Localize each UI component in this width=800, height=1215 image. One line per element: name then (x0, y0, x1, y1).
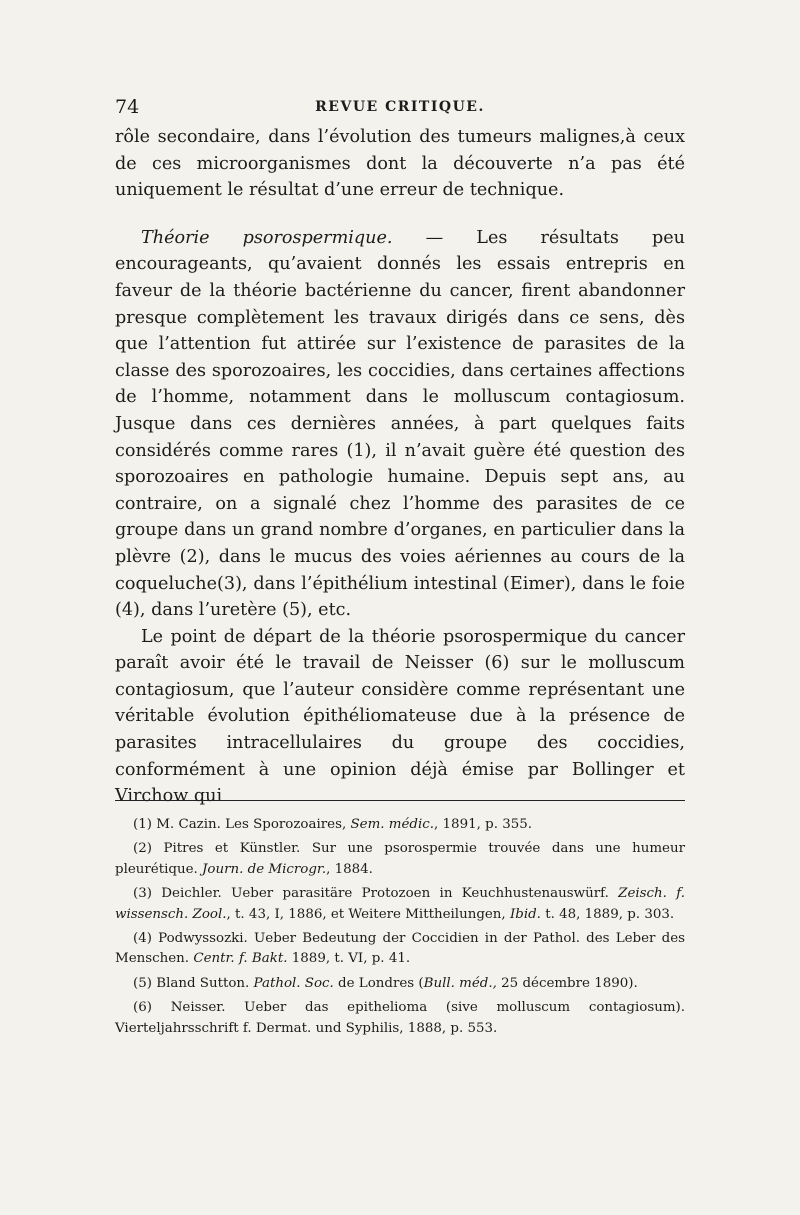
footnote-text: , t. 43, I, 1886, et Weitere Mittheilungen, (226, 906, 510, 922)
footnote-text: (4) Podwyssozki. Ueber Bedeutung der Coccidien in der Pathol. des Leber des Menschen. (115, 931, 685, 967)
paragraph-neisser: Le point de départ de la théorie psorospermique du cancer paraît avoir été le travail de Neisser (6) sur le molluscum contagiosum, que l’auteur considère comme représentant une véritable évolution épithéliomateuse due à la présence de parasites intracellulaires du groupe des coccidies, conformément à une opinion déjà émise par Bollinger et Virchow qui (115, 626, 685, 807)
footnote-text: de Londres ( (333, 975, 424, 991)
body-text (115, 124, 685, 810)
page-header (115, 96, 685, 122)
footnotes (115, 815, 685, 1043)
footnote-text: t. 48, 1889, p. 303. (540, 906, 675, 922)
page-number: 74 (115, 96, 140, 118)
footnote-4 (115, 929, 685, 970)
footnote-text: (2) Pitres et Künstler. Sur une psorospermie trouvée dans une humeur pleurétique. (115, 841, 685, 877)
footnote-text: (3) Deichler. Ueber parasitäre Protozoen in Keuchhustenauswürf. (133, 886, 619, 902)
footnote-text: (5) Bland Sutton. (133, 975, 254, 991)
footnote-journal: Pathol. Soc. (253, 975, 334, 991)
footnote-text: , 1891, p. 355. (434, 817, 533, 832)
footnote-5 (115, 974, 685, 994)
footnote-journal: Sem. médic. (350, 817, 435, 832)
footnote-journal: Zeisch. f. wissensch. Zool. (115, 886, 685, 922)
footnote-text: , 1884. (326, 861, 373, 877)
paragraph-continuation: rôle secondaire, dans l’évolution des tumeurs malignes,à ceux de ces microorganismes dont la découverte n’a pas été uniquement le résultat d’une erreur de technique. (115, 127, 685, 201)
footnote-2 (115, 839, 685, 880)
footnote-text: (1) M. Cazin. Les Sporozoaires, (133, 817, 351, 832)
footnote-journal: Centr. f. Bakt. (193, 951, 288, 967)
footnote-text: 1889, t. VI, p. 41. (287, 951, 411, 967)
footnote-text: 25 décembre 1890). (496, 975, 638, 991)
paragraph-text: — Les résultats peu encourageants, qu’avaient donnés les essais entrepris en faveur de la théorie bactérienne du cancer, firent abandonner presque complètement les travaux dirigés dans ce sens, dès que l’attention fut attirée sur l’existence de parasites de la classe des sporozoaires, les coccidies, dans certaines affections de l’homme, notamment dans le molluscum contagiosum. Jusque dans ces dernières années, à part quelques faits considérés comme rares (1), il n’avait guère été question des sporozoaires en pathologie humaine. Depuis sept ans, au contraire, on a signalé chez l’homme des parasites de ce groupe dans un grand nombre d’organes, en particulier dans la plèvre (2), dans le mucus des voies aériennes au cours de la coqueluche(3), dans l’épithélium intestinal (Eimer), dans le foie (4), dans l’uretère (5), etc. (115, 227, 686, 621)
running-head: REVUE CRITIQUE. (315, 99, 485, 115)
paragraph-psorospermic-theory (115, 225, 685, 624)
footnote-journal: Journ. de Microgr. (202, 861, 327, 877)
footnote-1 (115, 815, 685, 835)
footnote-3 (115, 884, 685, 925)
footnote-journal: Bull. méd., (423, 975, 497, 991)
footnote-journal: Ibid. (509, 906, 541, 922)
footnote-6: (6) Neisser. Ueber das epithelioma (sive molluscum contagiosum). Vierteljahrsschrift f. Dermat. und Syphilis, 1888, p. 553. (115, 1000, 685, 1036)
section-title: Théorie psorospermique. (141, 227, 393, 248)
footnote-rule (115, 800, 685, 801)
